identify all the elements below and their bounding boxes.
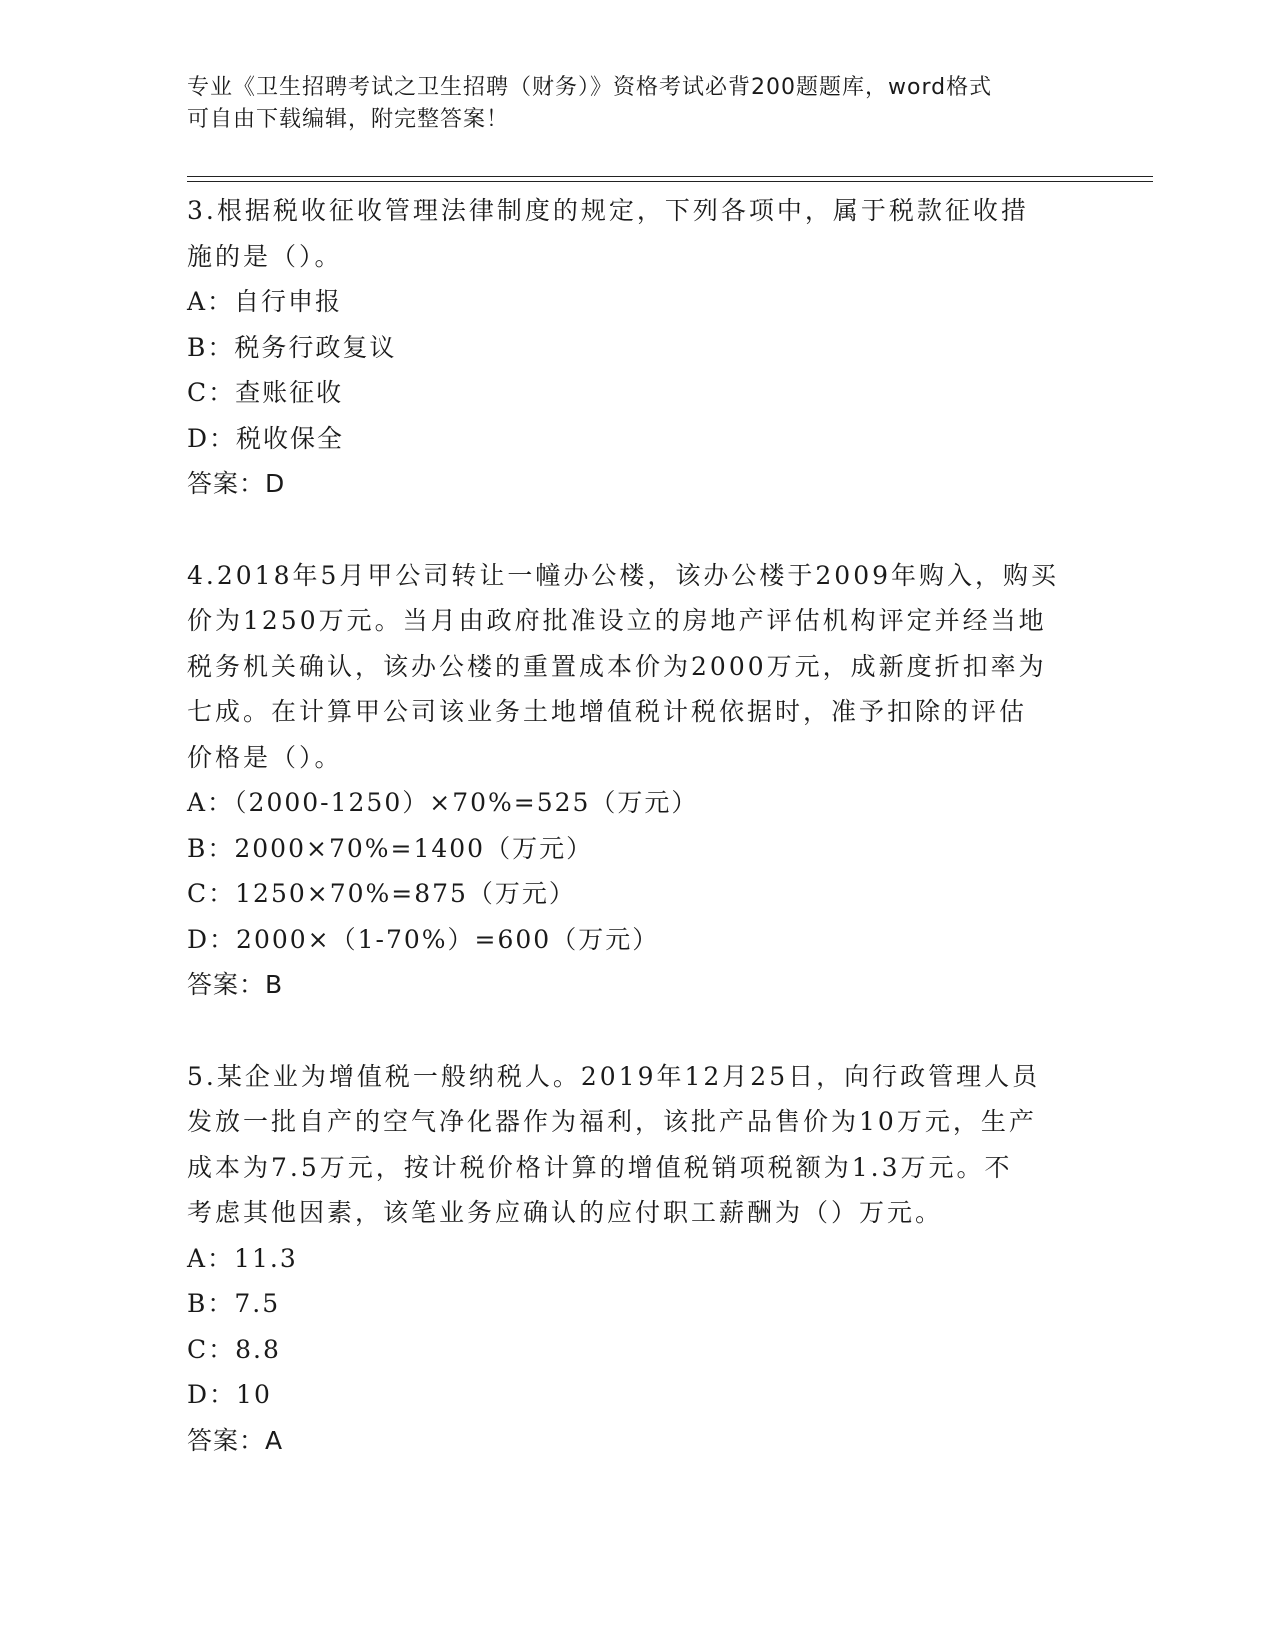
option-b: B：税务行政复议 [187, 332, 397, 362]
option-d: D：10 [187, 1380, 272, 1409]
header-divider [187, 176, 1153, 182]
question-stem-line: 考虑其他因素，该笔业务应确认的应付职工薪酬为（）万元。 [187, 1198, 944, 1227]
header-title-line-2: 可自由下载编辑，附完整答案！ [187, 107, 510, 132]
question-stem-line: 税务机关确认，该办公楼的重置成本价为2000万元，成新度折扣率为 [187, 651, 1047, 681]
question-stem-line: 5.某企业为增值税一般纳税人。2019年12月25日，向行政管理人员 [187, 1061, 1041, 1091]
question-stem-line: 4.2018年5月甲公司转让一幢办公楼，该办公楼于2009年购入，购买 [187, 560, 1060, 590]
question-stem-line: 七成。在计算甲公司该业务土地增值税计税依据时，准予扣除的评估 [187, 697, 1028, 726]
question-stem-line: 成本为7.5万元，按计税价格计算的增值税销项税额为1.3万元。不 [187, 1152, 1013, 1182]
option-c: C：查账征收 [187, 378, 344, 407]
option-b: B：7.5 [187, 1289, 281, 1318]
option-b: B：2000×70%=1400（万元） [187, 833, 594, 863]
question-3 [187, 188, 1087, 507]
question-stem-line: 发放一批自产的空气净化器作为福利，该批产品售价为10万元，生产 [187, 1107, 1037, 1136]
option-a: A：（2000-1250）×70%=525（万元） [187, 788, 699, 817]
option-a: A：自行申报 [187, 287, 343, 316]
header-title-line-1: 专业《卫生招聘考试之卫生招聘（财务）》资格考试必背200题题库，word格式 [187, 75, 993, 100]
question-stem-line: 价格是（）。 [187, 742, 343, 772]
document-header [187, 72, 1067, 136]
option-c: C：1250×70%=875（万元） [187, 879, 576, 908]
question-stem-line: 3.根据税收征收管理法律制度的规定，下列各项中，属于税款征收措 [187, 196, 1029, 225]
question-stem-line: 价为1250万元。当月由政府批准设立的房地产评估机构评定并经当地 [187, 606, 1047, 635]
question-stem-line: 施的是（）。 [187, 241, 343, 271]
option-c: C：8.8 [187, 1334, 281, 1364]
answer-line: 答案：B [187, 970, 284, 999]
question-4 [187, 553, 1087, 1008]
option-d: D：2000×（1-70%）=600（万元） [187, 924, 660, 954]
question-5 [187, 1054, 1087, 1464]
answer-line: 答案：D [187, 469, 286, 498]
option-d: D：税收保全 [187, 423, 345, 453]
answer-line: 答案：A [187, 1425, 284, 1455]
option-a: A：11.3 [187, 1243, 298, 1273]
question-list [187, 188, 1087, 1509]
